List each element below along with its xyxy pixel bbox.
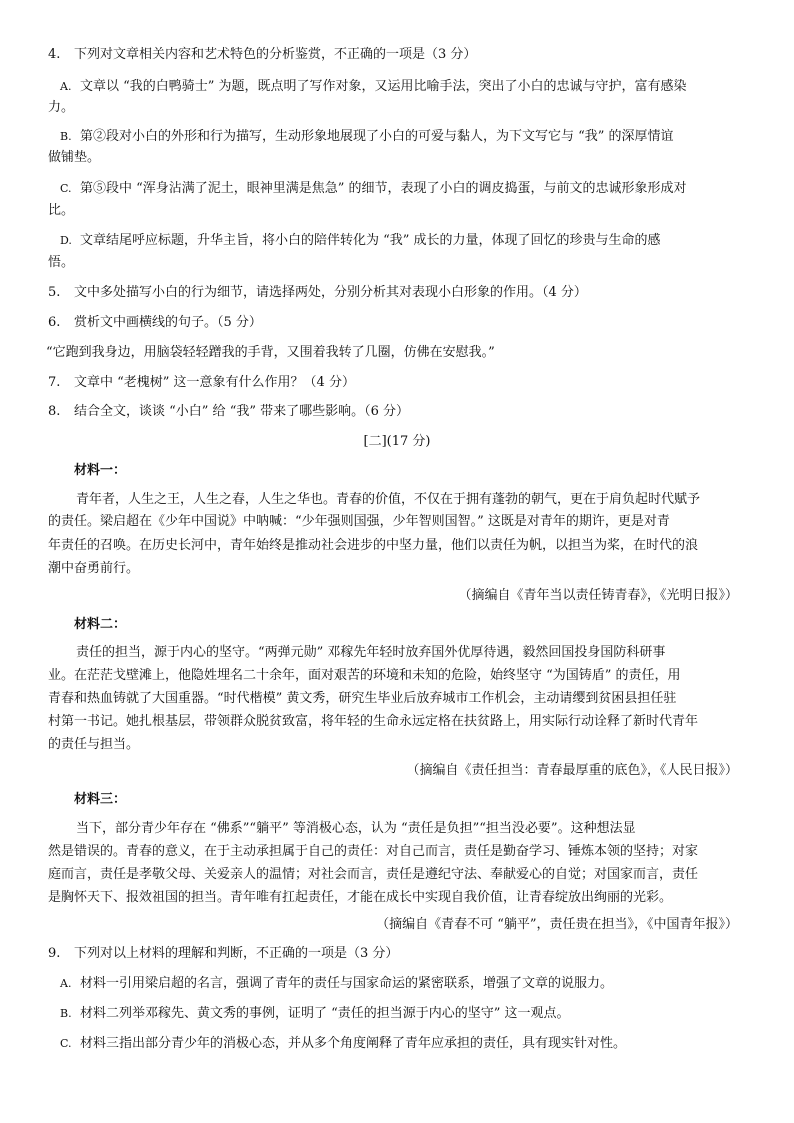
material-1-line: 的责任。梁启超在《少年中国说》中呐喊：“少年强则国强，少年智则国智。” 这既是对青年的期许，更是对青 [48,514,670,529]
material-1-source: （摘编自《青年当以责任铸青春》，《光明日报》） [458,588,738,603]
option-text: 第②段对小白的外形和行为描写，生动形象地展现了小白的可爱与黏人，为下文写它与 “我” 的深厚情谊 [80,129,674,144]
material-2-line: 青春和热血铸就了大国重器。“时代楷模” 黄文秀，研究生毕业后放弃城市工作机会，主动请缨到贫困县担任驻 [48,691,677,706]
option-text: 材料一引用梁启超的名言，强调了青年的责任与国家命运的紧密联系，增强了文章的说服力。 [80,976,614,991]
option-label: B. [60,1007,72,1020]
question-number: 9. [48,946,61,961]
question-text: 下列对以上材料的理解和判断，不正确的一项是（3 分） [74,946,399,961]
material-1-line: 青年者，人生之王，人生之春，人生之华也。青春的价值，不仅在于拥有蓬勃的朝气，更在于肩负起时代赋予 [76,492,701,507]
material-3-label: 材料三： [74,792,127,807]
question-9 [48,945,398,963]
material-2-source: （摘编自《责任担当：青春最厚重的底色》，《人民日报》） [406,763,738,778]
question-6 [48,314,262,332]
question-text: 下列对文章相关内容和艺术特色的分析鉴赏，不正确的一项是（3 分） [74,47,477,62]
question-number: 8. [48,404,61,419]
material-1-line: 年责任的召唤。在历史长河中，青年始终是推动社会进步的中坚力量，他们以责任为帆，以担当为桨，在时代的浪 [48,538,699,553]
option-label: C. [60,182,72,195]
option-text: 材料三指出部分青少年的消极心态，并从多个角度阐释了青年应承担的责任，具有现实针对性。 [80,1036,627,1051]
material-2-line: 村第一书记。她扎根基层，带领群众脱贫致富，将年轻的生命永远定格在扶贫路上，用实际行动诠释了新时代青年 [48,714,699,729]
option-c-continuation: 比。 [48,203,75,218]
option-d [60,232,661,250]
option-label: C. [60,1037,72,1050]
question-8 [48,403,409,421]
option-text: 文章结尾呼应标题，升华主旨，将小白的陪伴转化为 “我” 成长的力量，体现了回忆的珍贵与生命的感 [80,233,661,248]
question-5 [48,284,587,302]
option-label: A. [60,80,72,93]
option-c [60,180,687,198]
material-3-source: （摘编自《青春不可 “躺平”，责任贵在担当》，《中国青年报》） [376,917,738,932]
option-a [60,78,687,96]
question-number: 4. [48,47,61,62]
q9-option-c [60,1035,626,1053]
q9-option-b [60,1005,570,1023]
question-number: 6. [48,315,61,330]
section-heading: [二](17 分) [363,434,431,449]
material-1-label: 材料一： [74,463,127,478]
material-2-line: 责任的担当，源于内心的坚守。“两弹元勋” 邓稼先年轻时放弃国外优厚待遇，毅然回国投身国防科研事 [76,645,666,660]
option-label: A. [60,977,72,990]
question-4 [48,46,476,64]
question-text: 文章中 “老槐树” 这一意象有什么作用？（4 分） [74,375,355,390]
material-3-line: 然是错误的。青春的意义，在于主动承担属于自己的责任：对自己而言，责任是勤奋学习、锤炼本领的坚持；对家 [48,844,699,859]
material-2-line: 业。在茫茫戈壁滩上，他隐姓埋名二十余年，面对艰苦的环境和未知的危险，始终坚守 “为国铸盾” 的责任，用 [48,668,681,683]
option-b-continuation: 做铺垫。 [48,150,101,165]
material-1-line: 潮中奋勇前行。 [48,561,140,576]
option-label: B. [60,130,72,143]
option-text: 材料二列举邓稼先、黄文秀的事例，证明了 “责任的担当源于内心的坚守” 这一观点。 [80,1006,570,1021]
q9-option-a [60,975,613,993]
question-number: 5. [48,285,61,300]
option-d-continuation: 悟。 [48,255,75,270]
option-label: D. [60,234,72,247]
material-2-label: 材料二： [74,617,127,632]
material-3-line: 庭而言，责任是孝敬父母、关爱亲人的温情；对社会而言，责任是遵纪守法、奉献爱心的自觉；对国家而言，责任 [48,867,699,882]
option-b [60,128,674,146]
quoted-sentence: “它跑到我身边，用脑袋轻轻蹭我的手背，又围着我转了几圈，仿佛在安慰我。” [46,345,495,360]
question-text: 文中多处描写小白的行为细节，请选择两处，分别分析其对表现小白形象的作用。（4 分） [74,285,587,300]
material-3-line: 是胸怀天下、报效祖国的担当。青年唯有扛起责任，才能在成长中实现自我价值，让青春绽放出绚丽的光彩。 [48,890,673,905]
question-text: 赏析文中画横线的句子。（5 分） [74,315,262,330]
question-7 [48,374,355,392]
option-text: 第⑤段中 “浑身沾满了泥土，眼神里满是焦急” 的细节，表现了小白的调皮捣蛋，与前文的忠诚形象形成对 [80,181,687,196]
option-a-continuation: 力。 [48,100,75,115]
question-text: 结合全文，谈谈 “小白” 给 “我” 带来了哪些影响。（6 分） [74,404,410,419]
material-3-line: 当下，部分青少年存在 “佛系”“躺平” 等消极心态，认为 “责任是负担”“担当没必要”。这种想法显 [76,821,636,836]
option-text: 文章以 “我的白鸭骑士” 为题，既点明了写作对象，又运用比喻手法，突出了小白的忠诚与守护，富有感染 [80,79,687,94]
material-2-line: 的责任与担当。 [48,737,140,752]
question-number: 7. [48,375,61,390]
